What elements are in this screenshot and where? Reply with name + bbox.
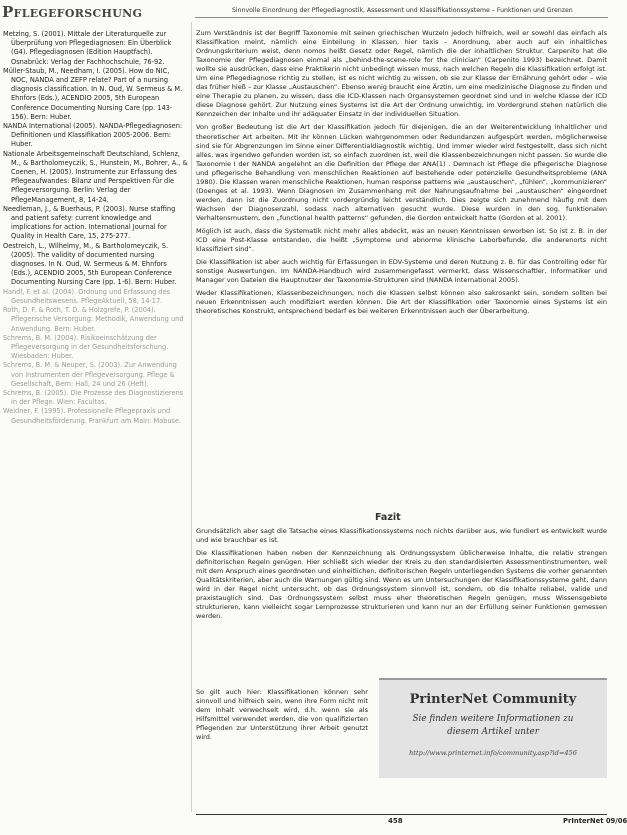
section-title: Pflegeforschung xyxy=(2,3,143,21)
body-paragraph: Möglich ist auch, dass die Systematik nicht mehr alles abdeckt, was an neuen Kenntnissen erworben ist. So ist z. B. in der ICD eine Post-Klasse entstanden, die heißt „Symptome und abnorme klinische Laborbefunde, die anderenorts nicht klassifiziert sind“. xyxy=(196,226,607,254)
reference-item: Schrems, B. M. (2004). Risikoeinschätzung der Pflegeversorgung in der Gesundheitsforschung. Wiesbaden: Huber. xyxy=(3,333,169,361)
reference-item: Schrems, B. (2005). Die Prozesse des Diagnostizierens in der Pflege. Wien: Facultas. xyxy=(3,388,184,407)
journal-issue: PrInterNet 09/06 xyxy=(563,817,627,825)
article-body xyxy=(196,29,607,320)
body-paragraph: Weder Klassifikationen, Klassenbezeichnungen, noch die Klassen selbst können also sakrosankt sein, sondern sollten bei neuen Erkenntnissen auch modifiziert werden können. Die Art der Klassifikation oder Taxonomie eines Systems ist ein theoretisches Konstrukt, entsprechend bedarf es bei weiteren Erkenntnissen auch der Überarbeitung. xyxy=(196,289,607,316)
reference-item: Müller-Staub, M., Needham, I. (2005). How do NIC, NOC, NANDA and ZEFP relate? Part of a nursing diagnosis classification. In N. Oud, W. Sermeus & M. Ehnfors (Eds.), ACENDIO 2005, 5th European Conference Documenting Nursing Care (pp. 143-156). Bern: Huber. xyxy=(3,66,183,121)
reference-item: Handl, F. et al. (2004). Ordnung und Erfassung des Gesundheitswesens. PflegeAktuell, 58, 14-17. xyxy=(3,287,171,305)
reference-item: NANDA International (2005). NANDA-Pflegediagnosen: Definitionen und Klassifikation 2005-2006. Bern: Huber. xyxy=(3,122,183,149)
reference-item: Nationale Arbeitsgemeinschaft Deutschland, Schlenz, M., & Bartholomeyczik, S., Hunstein, M., Bohrer, A., & Coenen, H. (2005). Instrumente zur Erfassung des Pflegeaufwandes: Bilanz und Perspektiven für die Pflegeversorgung. Berlin: Verlag der PflegeManagement, 8, 14-24. xyxy=(3,149,188,204)
reference-item: Needleman, J., & Buerhaus, P. (2003). Nurse staffing and patient safety: current knowledge and implications for action. International Journal for Quality in Health Care, 15, 275-277. xyxy=(3,204,176,241)
fazit-body xyxy=(196,527,607,625)
page-number: 458 xyxy=(388,817,403,825)
column-divider xyxy=(191,22,192,812)
running-header: Sinnvolle Einordnung der Pflegediagnostik, Assessment und Klassifikationssysteme – Funktionen und Grenzen xyxy=(232,7,573,14)
reference-item: Metzing, S. (2001). Mittale der Literaturquelle zur Überprüfung von Pflegediagnosen: Ein Überblick (G4). Pflegediagnosen (Edition Hauptfach). Osnabrück: Verlag der Fachhochschule, 76-92. xyxy=(3,30,172,66)
reference-item: Roth, D. F. & Roth, T. D. & Holzgrefe, P. (2004). Pflegerische Versorgung: Methodik, Anwendung und Anwendung. Bern: Huber. xyxy=(3,306,184,333)
reference-list xyxy=(3,30,188,800)
fazit-paragraph: Die Klassifikationen haben neben der Kennzeichnung als Ordnungssystem üblicherweise Inhalte, die relativ strengen definitorischen Regeln genügen. Hier schließt sich wieder der Kreis zu den standardisierten Assessmentinstrumenten, weil mit dem Anspruch eines geordneten und einheitlichen, definitorischen Regeln unterliegenden Systems die vorher genannten Qualitätskriterien, aber auch die Warnungen gültig sind. Wenn es um Untersuchungen der Klassifikationssysteme geht, dann wird in der Regel nicht untersucht, ob das Ordnungssystem sinnvoll ist, sondern, ob die Inhalte reliabel, valide und praxistauglich sind. Das Ordnungssystem selbst muss eher theoretischen Regeln genügen, muss Wissensgebiete strukturieren, kann vielleicht sogar Lernprozesse strukturieren und kann nur an der Erfüllung seiner Funktionen gemessen werden. xyxy=(196,549,607,621)
header-rule xyxy=(195,17,608,18)
community-info-box xyxy=(379,678,607,778)
reference-item: Oestreich, L., Wilhelmy, M., & Bartholomeyczik, S. (2005). The validity of documented nursing diagnoses. In N. Oud, W. Sermeus & M. Ehnfors (Eds.), ACENDIO 2005, 5th European Conference Documenting Nursing Care (pp. 1-6). Bern: Huber. xyxy=(3,241,177,287)
reference-item: Schrems, B. M. & Neuper, S. (2003). Zur Anwendung von Instrumenten der Pflegeversorgung. Pflege & Gesellschaft, Bern: Hall, 24 und 26 (Heft). xyxy=(3,361,177,388)
body-paragraph: Zum Verständnis ist der Begriff Taxonomie mit seinen griechischen Wurzeln jedoch hilfreich, weil er sowohl das einfach als Klassifikation meint, nämlich eine Einteilung in Klassen, hier taxis – Anordnung, aber auch auf ein inhaltliches Ordnungskriterium weist, denn nomos heißt Gesetz oder Regel, nämlich die der inhaltlichen Struktur. Carpenito hat die Taxonomie der Pflegediagnosen einmal als „behind-the-scene-role for the clinician“ (Carpenito 1993) bezeichnet. Damit wollte sie ausdrücken, dass eine Praktikerin nicht unbedingt wissen muss, nach welchen Regeln die Klassifikation erfolgt ist. Um eine Pflegediagnose richtig zu stellen, ist es nicht wichtig zu wissen, ob sie zur Klasse der Ernährung gehört oder – wie das früher hieß – zur Klasse „Austauschen“. Ebenso wenig braucht eine Ärztin, um eine medizinische Diagnose zu finden und eine Therapie zu planen, zu wissen, dass die ICD-Klassen nach Organsystemen geordnet sind und in welche Klasse der ICD diese Diagnose gehört. Zur Nutzung eines Systems ist die Art der Ordnung unwichtig, im Vordergrund stehen natürlich die Kennzeichen der Inhalte und ihr adäquater Einsatz in der individuellen Situation. xyxy=(196,29,607,119)
fazit-heading: Fazit xyxy=(375,512,401,523)
fazit-closing-paragraph: So gilt auch hier: Klassifikationen können sehr sinnvoll und hilfreich sein, wenn ihre Form nicht mit dem Inhalt verwechselt wird, d.h. wenn sie als Hilfsmittel verwendet werden, die von qualifizierten Pflegenden zur Unterstützung ihrer Arbeit genutzt wird. xyxy=(196,688,368,742)
reference-item: Weidner, F. (1995). Professionelle Pflegepraxis und Gesundheitsförderung. Frankfurt am Main: Mabuse. xyxy=(3,407,182,425)
fazit-paragraph: Grundsätzlich aber sagt die Tatsache eines Klassifikationssystems noch nichts darüber aus, wie fundiert es entwickelt wurde und wie brauchbar es ist. xyxy=(196,527,607,545)
info-box-title: PrinterNet Community xyxy=(409,692,577,707)
community-link[interactable]: http://www.printernet.info/community.asp?id=456 xyxy=(409,749,577,757)
body-paragraph: Die Klassifikation ist aber auch wichtig für Erfassungen in EDV-Systeme und deren Nutzung z. B. für das Controlling oder für sonstige Auswertungen. Im NANDA-Handbuch wird zusammengefasst vermerkt, dass Wissenschaftler, Informatiker und Manager von Dateien die Hauptnutzer der Taxonomie-Strukturen sind (NANDA International 2005). xyxy=(196,258,607,285)
info-box-text: Sie finden weitere Informationen zu diesem Artikel unter xyxy=(412,714,574,737)
footer-rule xyxy=(196,814,607,815)
body-paragraph: Von großer Bedeutung ist die Art der Klassifikation jedoch für diejenigen, die an der Weiterentwicklung inhaltlicher und theoretischer Art arbeiten. Mit ihr können Lücken wahrgenommen oder Redundanzen aufgespürt werden, möglicherweise sind sie für Abgrenzungen im Sinne einer Differentialdiagnostik wichtig. Und immer wieder wird festgestellt, dass sich nicht alles, was irgendwo gefunden worden ist, so einfach zuordnen ist, weil die Klassenbezeichnungen nicht passen. So wurde die Taxonomie I der NANDA angelehnt an die Definition der Pflege der ANA(1) . Demnach ist Pflege die pflegerische Diagnose und pflegerische Behandlung von menschlichen Reaktionen auf bestehende oder potenzielle Gesundheitsprobleme (ANA 1980). Die Klassen waren menschliche Reaktionen, human response patterns wie „austauschen“, „fühlen“, „kommunizieren“ (Doenges et al. 1993). Wenn Diagnosen im Zusammenhang mit der Nahrungsaufnahme bei „austauschen“ eingeordnet werden, dann ist die Zuordnung nicht vordergründig leicht verständlich. Dies zeigte sich zunehmend häufig mit dem Wachsen der Diagnosenzahl, sodass nach alternativen gesucht wurde. Diese wurden in den sog. funktionalen Verhaltensmustern, den „functional health patterns“ gefunden, die Gordon entwickelt hatte (Gordon et al. 2001). xyxy=(196,123,607,222)
